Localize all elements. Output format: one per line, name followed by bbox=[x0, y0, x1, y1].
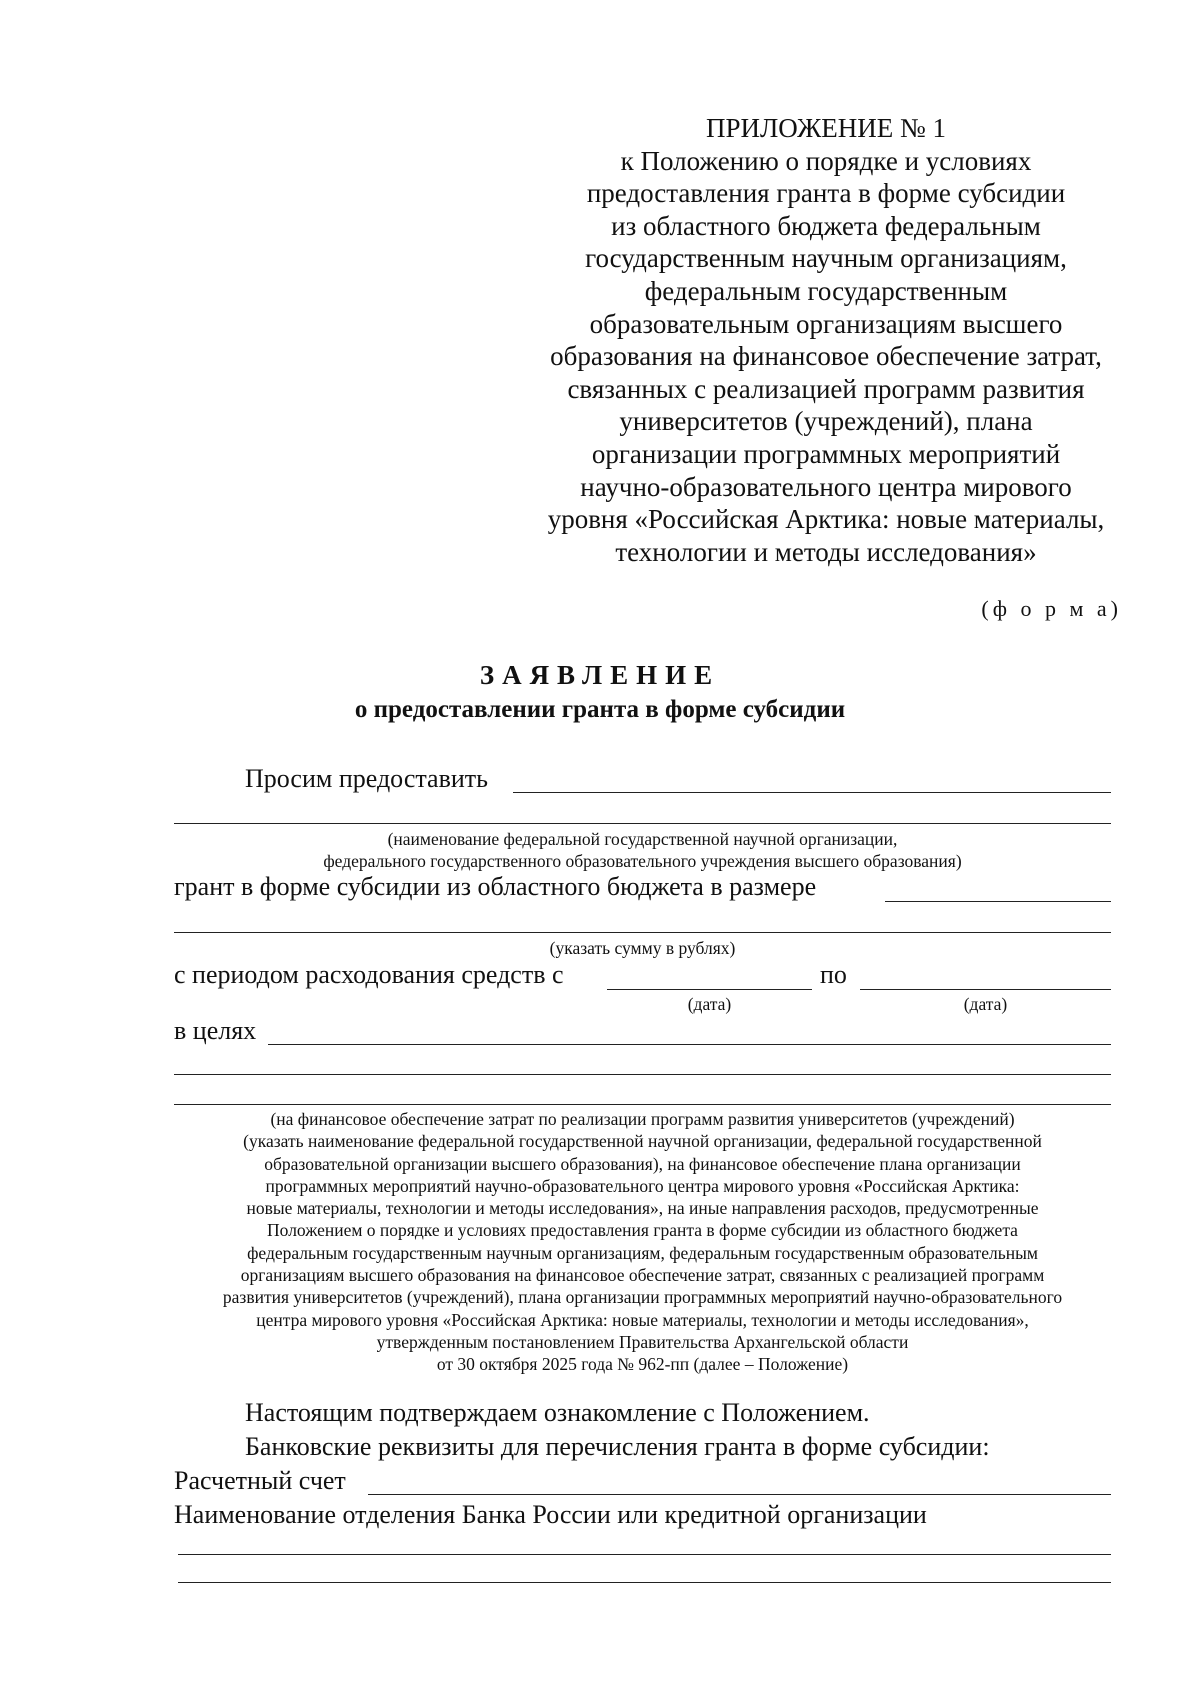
organization-input-line-2[interactable] bbox=[174, 823, 1111, 824]
bank-name-input-line-2[interactable] bbox=[178, 1582, 1111, 1583]
appendix-line: образования на финансовое обеспечение затрат, bbox=[550, 341, 1102, 372]
bank-name-input-line[interactable] bbox=[178, 1554, 1111, 1555]
caption-line: от 30 октября 2025 года № 962-пп (далее – Положение) bbox=[436, 1354, 849, 1375]
document-subtitle: о предоставлении гранта в форме субсидии bbox=[354, 696, 846, 723]
amount-label: грант в форме субсидии из областного бюджета в размере bbox=[174, 872, 817, 901]
appendix-line: предоставления гранта в форме субсидии bbox=[586, 178, 1066, 209]
bank-name-label: Наименование отделения Банка России или кредитной организации bbox=[174, 1500, 927, 1529]
period-to-input-line[interactable] bbox=[860, 989, 1111, 990]
form-label: (ф о р м а) bbox=[981, 596, 1122, 621]
document-title: ЗАЯВЛЕНИЕ bbox=[479, 660, 721, 690]
caption-line: Положением о порядке и условиях предоставления гранта в форме субсидии из областного бюджета bbox=[267, 1220, 1018, 1241]
caption-line: организациям высшего образования на финансовое обеспечение затрат, связанных с реализацией программ bbox=[240, 1265, 1045, 1286]
appendix-line: федеральным государственным bbox=[644, 275, 1008, 306]
date-to-caption: (дата) bbox=[963, 994, 1008, 1014]
caption-line: образовательной организации высшего образования), на финансовое обеспечение плана организации bbox=[264, 1153, 1021, 1174]
period-from-input-line[interactable] bbox=[607, 989, 812, 990]
appendix-line: из областного бюджета федеральным bbox=[611, 210, 1041, 241]
appendix-line: к Положению о порядке и условиях bbox=[620, 145, 1032, 176]
purpose-label: в целях bbox=[174, 1016, 257, 1045]
appendix-line: научно-образовательного центра мирового bbox=[580, 471, 1072, 502]
caption-line: федеральным государственным научным организациям, федеральным государственным образовательным bbox=[247, 1242, 1038, 1263]
caption-line: развития университетов (учреждений), плана организации программных мероприятий научно-образовательного bbox=[222, 1287, 1063, 1308]
purpose-input-line-3[interactable] bbox=[174, 1104, 1111, 1105]
purpose-input-line[interactable] bbox=[268, 1044, 1111, 1045]
period-to-label: по bbox=[820, 960, 847, 989]
appendix-line: университетов (учреждений), плана bbox=[619, 406, 1033, 437]
appendix-line: государственным научным организациям, bbox=[585, 243, 1067, 274]
amount-input-line[interactable] bbox=[885, 901, 1111, 902]
acknowledgement-text: Настоящим подтверждаем ознакомление с Положением. bbox=[245, 1398, 870, 1427]
caption-line: федерального государственного образовательного учреждения высшего образования) bbox=[323, 851, 962, 872]
appendix-header bbox=[530, 112, 1122, 568]
caption-line: (указать наименование федеральной государственной научной организации, федеральной государственной bbox=[243, 1131, 1042, 1152]
grant-request-label: Просим предоставить bbox=[245, 764, 488, 793]
appendix-line: уровня «Российская Арктика: новые материалы, bbox=[547, 504, 1105, 535]
appendix-line: организации программных мероприятий bbox=[591, 438, 1061, 469]
date-from-caption: (дата) bbox=[687, 994, 732, 1014]
caption-line: утвержденным постановлением Правительства Архангельской области bbox=[376, 1331, 909, 1352]
caption-line: (на финансовое обеспечение затрат по реализации программ развития университетов (учреждений) bbox=[270, 1109, 1015, 1129]
account-input-line[interactable] bbox=[368, 1494, 1111, 1495]
appendix-line: образовательным организациям высшего bbox=[589, 308, 1063, 339]
appendix-line: технологии и методы исследования» bbox=[615, 536, 1037, 567]
organization-input-line[interactable] bbox=[513, 792, 1111, 793]
caption-line: новые материалы, технологии и методы исследования», на иные направления расходов, предусмотренные bbox=[246, 1198, 1039, 1219]
organization-caption bbox=[174, 828, 1111, 873]
amount-caption: (указать сумму в рублях) bbox=[549, 938, 736, 958]
appendix-line: ПРИЛОЖЕНИЕ № 1 bbox=[705, 113, 947, 143]
purpose-caption bbox=[170, 1108, 1115, 1376]
purpose-input-line-2[interactable] bbox=[174, 1074, 1111, 1075]
period-label: с периодом расходования средств с bbox=[174, 960, 564, 989]
appendix-line: связанных с реализацией программ развития bbox=[567, 373, 1085, 404]
bank-details-heading: Банковские реквизиты для перечисления гранта в форме субсидии: bbox=[245, 1432, 990, 1461]
caption-line: программных мероприятий научно-образовательного центра мирового уровня «Российская Арктика: bbox=[265, 1175, 1020, 1196]
amount-input-line-2[interactable] bbox=[174, 932, 1111, 933]
caption-line: центра мирового уровня «Российская Арктика: новые материалы, технологии и методы исследования», bbox=[256, 1309, 1029, 1330]
caption-line: (наименование федеральной государственной научной организации, bbox=[387, 829, 898, 849]
account-label: Расчетный счет bbox=[174, 1466, 346, 1495]
